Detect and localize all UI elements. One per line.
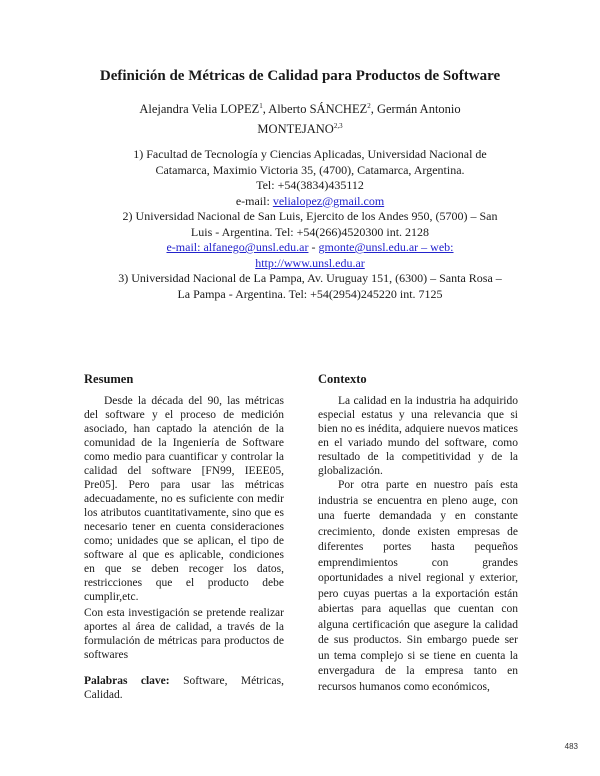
author-lopez: Alejandra Velia LOPEZ	[139, 102, 260, 117]
contexto-paragraph-2: Por otra parte en nuestro país esta industria se encuentra en pleno auge, con una fuerte demandada y en constante crecimiento, donde existen empresas de diferentes portes hasta pequeños emprendimientos con grandes oportunidades a nivel regional y exterior, pero cuyas puertas a la exportación están abiertas para aquellas que cuentan con alguna certificación que asegure la calidad de sus productos. Sin embargo puede ser un tema complejo si se tiene en cuenta la envergadura de la empresa tanto en recursos humanos como económicos,	[318, 479, 518, 693]
web-link-unsl[interactable]: http://www.unsl.edu.ar	[255, 255, 365, 270]
email-link-sanchez[interactable]: e-mail: alfanego@unsl.edu.ar	[166, 240, 309, 254]
affiliation-3-line-2: La Pampa - Argentina. Tel: +54(2954)245220 int. 7125	[177, 286, 443, 301]
affiliation-1-line-1: 1) Facultad de Tecnología y Ciencias Aplicadas, Universidad Nacional de	[133, 147, 487, 161]
author-montejano-affil: 2,3	[333, 122, 343, 131]
affiliation-1-tel: Tel: +54(3834)435112	[256, 178, 364, 192]
keywords	[84, 674, 284, 702]
resumen-paragraph-1: Desde la década del 90, las métricas del software y el proceso de medición asociado, han captado la atención de la comunidad de la Ingeniería de Software como medio para cuantificar y controlar la calidad del software [FN99, IEEE05, Pre05]. Pero para usar las métricas adecuadamente, no es suficiente con medir los atributos cuantitativamente, sino que es necesario tener en cuenta consideraciones como; unidades que se aplican, el tipo de software al que es aplicable, condiciones en que se deben recoger los datos, restricciones que el producto debe cumplir,etc.	[84, 395, 284, 603]
affiliation-2-line-1: 2) Universidad Nacional de San Luis, Ejercito de los Andes 950, (5700) – San	[122, 209, 498, 223]
contexto-column	[318, 394, 518, 695]
resumen-paragraph-2: Con esta investigación se pretende realizar aportes al área de calidad, a través de la formulación de métricas para productos de softwares	[84, 607, 284, 661]
affiliation-1-email-row: e-mail: velialopez@gmail.com	[235, 193, 385, 208]
page-number: 483	[564, 742, 578, 751]
author-montejano-last: MONTEJANO	[257, 122, 334, 137]
affiliation-1-line-2: Catamarca, Maximio Victoria 35, (4700), Catamarca, Argentina.	[155, 162, 465, 177]
paper-title: Definición de Métricas de Calidad para Productos de Software	[99, 68, 501, 84]
author-list: Alejandra Velia LOPEZ$^1$, Alberto SÁNCHEZ$^2$, Germán Antonio MONTEJANO$^{2,3}$	[139, 102, 461, 137]
author-sanchez: Alberto SÁNCHEZ	[268, 102, 368, 117]
author-montejano-first: Germán Antonio	[376, 102, 461, 117]
email-link-lopez[interactable]: velialopez@gmail.com	[272, 193, 385, 208]
affiliation-2-email-row: e-mail: alfanego@unsl.edu.ar - gmonte@unsl.edu.ar – web:	[166, 240, 454, 254]
author-lopez-affil: 1	[259, 102, 263, 110]
keywords-values: Software, Métricas, Calidad.	[84, 675, 284, 701]
affiliation-2-web-row	[90, 256, 530, 272]
resumen-column	[84, 394, 284, 702]
contexto-heading: Contexto	[318, 372, 367, 386]
resumen-heading: Resumen	[84, 372, 134, 386]
affiliation-3-line-1: 3) Universidad Nacional de La Pampa, Av. Uruguay 151, (6300) – Santa Rosa –	[118, 271, 502, 285]
affiliation-2-line-2: Luis - Argentina. Tel: +54(266)4520300 int. 2128	[190, 224, 430, 239]
author-sanchez-affil: 2	[367, 102, 371, 110]
keywords-label: Palabras clave:	[84, 675, 170, 687]
email-link-montejano[interactable]: gmonte@unsl.edu.ar – web:	[318, 240, 454, 254]
contexto-paragraph-1: La calidad en la industria ha adquirido especial estatus y una relevancia que si bien no es inédita, adquiere nuevos matices en el variado mundo del software, como resultado de la competitividad y de la globalización.	[318, 395, 518, 477]
affiliations	[90, 147, 530, 302]
